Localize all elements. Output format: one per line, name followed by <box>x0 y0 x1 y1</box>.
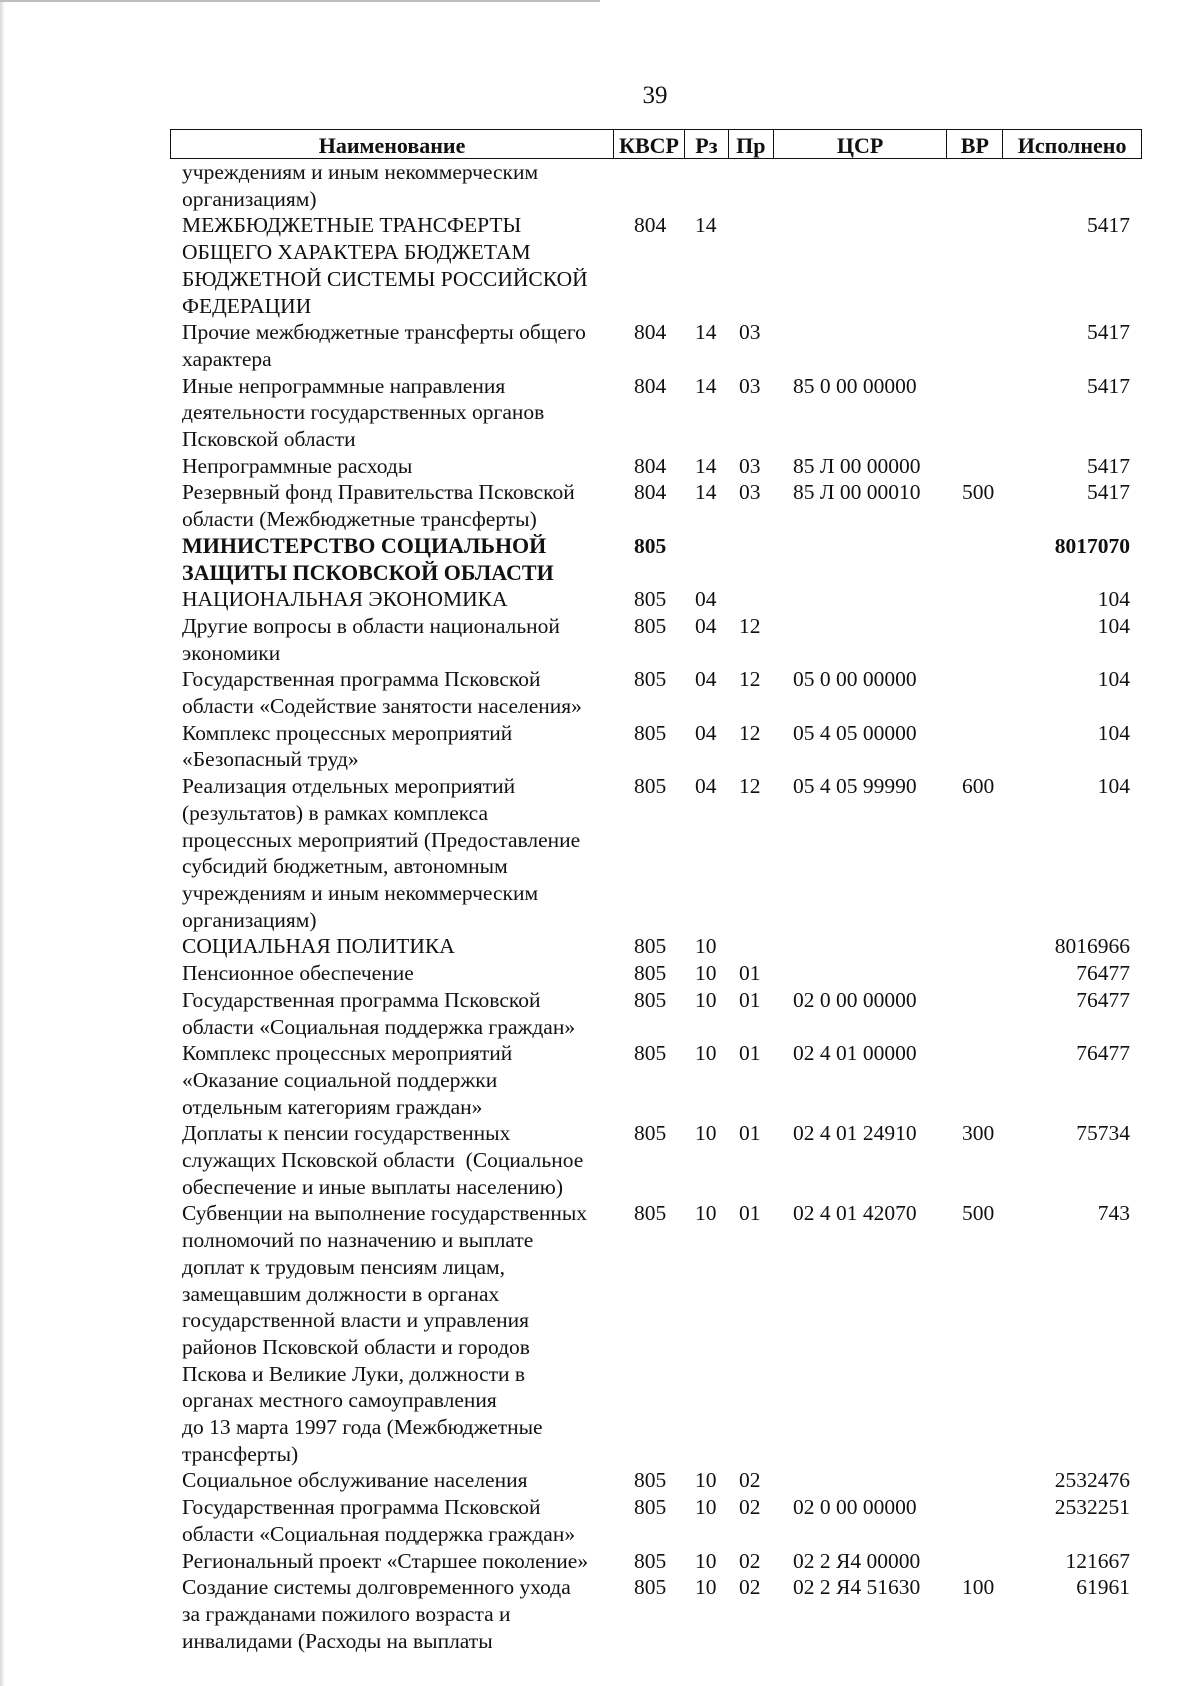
cell-pr <box>729 212 774 319</box>
cell-vr: 500 <box>962 480 995 505</box>
cell-pr: 12 <box>739 720 761 745</box>
cell-rz: 10 <box>695 1041 717 1066</box>
cell-executed: 104 <box>1097 613 1130 638</box>
cell-vr <box>948 666 1004 719</box>
cell-pr: 02 <box>739 1548 761 1573</box>
scan-top-line <box>0 0 600 2</box>
cell-vr <box>948 987 1004 1040</box>
cell-vr <box>948 453 1004 480</box>
header-rz: Рз <box>685 130 729 158</box>
table-row <box>170 613 1142 666</box>
cell-vr <box>948 533 1004 586</box>
cell-executed: 76477 <box>1076 987 1130 1012</box>
cell-kvsr: 805 <box>634 1575 667 1600</box>
cell-pr <box>729 933 774 960</box>
table-row <box>170 1494 1142 1547</box>
cell-rz: 04 <box>695 667 717 692</box>
cell-kvsr: 805 <box>634 1495 667 1520</box>
cell-executed: 5417 <box>1087 453 1130 478</box>
cell-name: Государственная программа Псковской области «Социальная поддержка граждан» <box>182 987 576 1039</box>
cell-tsr <box>774 960 948 987</box>
cell-name: Прочие межбюджетные трансферты общего характера <box>182 320 586 371</box>
cell-tsr: 02 0 00 00000 <box>793 987 917 1012</box>
cell-rz: 04 <box>695 774 717 799</box>
cell-name: Региональный проект «Старшее поколение» <box>182 1548 589 1573</box>
cell-tsr: 85 Л 00 00010 <box>793 480 921 505</box>
cell-rz <box>685 533 729 586</box>
cell-rz: 04 <box>695 613 717 638</box>
cell-vr <box>948 319 1004 372</box>
cell-name: Создание системы долговременного ухода за гражданами пожилого возраста и инвалидами (Расходы на выплаты <box>182 1575 571 1653</box>
cell-name: МЕЖБЮДЖЕТНЫЕ ТРАНСФЕРТЫ ОБЩЕГО ХАРАКТЕРА БЮДЖЕТАМ БЮДЖЕТНОЙ СИСТЕМЫ РОССИЙСКОЙ ФЕДЕРАЦИИ <box>182 213 588 318</box>
cell-executed: 2532476 <box>1054 1468 1130 1493</box>
cell-name: Доплаты к пенсии государственных служащих Псковской области (Социальное обеспечение и иные выплаты населению) <box>182 1121 584 1199</box>
cell-kvsr: 805 <box>634 1468 667 1493</box>
cell-name: Государственная программа Псковской области «Содействие занятости населения» <box>182 667 582 719</box>
table-row <box>170 159 1142 212</box>
header-name: Наименование <box>171 130 614 158</box>
cell-vr <box>948 159 1004 212</box>
cell-executed: 2532251 <box>1054 1495 1130 1520</box>
cell-tsr: 85 Л 00 00000 <box>793 453 921 478</box>
cell-executed: 121667 <box>1065 1548 1130 1573</box>
cell-tsr: 02 4 01 24910 <box>793 1121 917 1146</box>
cell-executed: 76477 <box>1076 961 1130 986</box>
cell-rz: 14 <box>695 373 717 398</box>
cell-pr: 02 <box>739 1575 761 1600</box>
cell-vr <box>948 212 1004 319</box>
cell-vr: 100 <box>962 1575 995 1600</box>
cell-name: Комплекс процессных мероприятий «Безопасный труд» <box>182 720 513 772</box>
cell-kvsr: 805 <box>634 533 667 558</box>
cell-rz: 10 <box>695 987 717 1012</box>
cell-name: Другие вопросы в области национальной экономики <box>182 613 560 665</box>
cell-pr: 01 <box>739 1121 761 1146</box>
table-row <box>170 533 1142 586</box>
cell-pr: 01 <box>739 987 761 1012</box>
table-row <box>170 1467 1142 1494</box>
header-tsr: ЦСР <box>774 130 948 158</box>
cell-tsr: 02 4 01 00000 <box>793 1041 917 1066</box>
cell-kvsr: 805 <box>634 1121 667 1146</box>
cell-pr: 02 <box>739 1468 761 1493</box>
table-row <box>170 933 1142 960</box>
cell-tsr: 02 4 01 42070 <box>793 1201 917 1226</box>
cell-rz: 10 <box>695 1468 717 1493</box>
cell-kvsr <box>614 159 685 212</box>
cell-pr <box>729 159 774 212</box>
cell-rz: 14 <box>695 453 717 478</box>
cell-kvsr: 805 <box>634 774 667 799</box>
cell-tsr: 02 0 00 00000 <box>793 1495 917 1520</box>
cell-name: Государственная программа Псковской области «Социальная поддержка граждан» <box>182 1495 576 1546</box>
cell-kvsr: 805 <box>634 1041 667 1066</box>
table-row <box>170 720 1142 773</box>
cell-tsr: 85 0 00 00000 <box>793 373 917 398</box>
cell-pr: 03 <box>739 373 761 398</box>
cell-rz: 10 <box>695 1121 717 1146</box>
table-header <box>170 129 1142 159</box>
table-row <box>170 960 1142 987</box>
table-row <box>170 1548 1142 1575</box>
table-row <box>170 319 1142 372</box>
cell-executed: 5417 <box>1087 373 1130 398</box>
cell-rz: 14 <box>695 480 717 505</box>
cell-vr: 300 <box>962 1121 995 1146</box>
cell-vr <box>948 373 1004 453</box>
cell-kvsr: 804 <box>634 453 667 478</box>
cell-tsr: 05 0 00 00000 <box>793 667 917 692</box>
cell-vr <box>948 720 1004 773</box>
table-row <box>170 586 1142 613</box>
cell-rz: 10 <box>695 1201 717 1226</box>
cell-executed <box>1004 159 1142 212</box>
table-body <box>170 159 1142 1654</box>
cell-kvsr: 805 <box>634 961 667 986</box>
cell-kvsr: 804 <box>634 320 667 345</box>
cell-vr <box>948 1467 1004 1494</box>
table-row <box>170 373 1142 453</box>
cell-tsr: 05 4 05 99990 <box>793 774 917 799</box>
cell-executed: 5417 <box>1087 320 1130 345</box>
cell-rz: 10 <box>695 961 717 986</box>
scan-edge <box>0 0 5 1686</box>
cell-pr: 12 <box>739 613 761 638</box>
cell-kvsr: 805 <box>634 987 667 1012</box>
cell-vr <box>948 1040 1004 1120</box>
cell-rz: 10 <box>695 1495 717 1520</box>
table-row <box>170 1120 1142 1200</box>
cell-tsr: 02 2 Я4 51630 <box>793 1575 921 1600</box>
cell-rz: 10 <box>695 1548 717 1573</box>
cell-name: Социальное обслуживание населения <box>182 1468 528 1493</box>
cell-vr: 600 <box>962 774 995 799</box>
cell-name: Иные непрограммные направления деятельности государственных органов Псковской области <box>182 373 545 452</box>
cell-kvsr: 805 <box>634 667 667 692</box>
cell-name: Пенсионное обеспечение <box>182 961 414 986</box>
cell-name: учреждениям и иным некоммерческим организациям) <box>182 160 539 211</box>
cell-tsr <box>774 533 948 586</box>
cell-name: Комплекс процессных мероприятий «Оказание социальной поддержки отдельным категориям граждан» <box>182 1041 513 1119</box>
cell-executed: 104 <box>1097 587 1130 612</box>
cell-executed: 5417 <box>1087 213 1130 238</box>
table-row <box>170 212 1142 319</box>
cell-kvsr: 804 <box>634 480 667 505</box>
cell-kvsr: 805 <box>634 1548 667 1573</box>
cell-executed: 743 <box>1097 1201 1130 1226</box>
table-row <box>170 1200 1142 1467</box>
cell-vr <box>948 586 1004 613</box>
cell-rz: 14 <box>695 320 717 345</box>
cell-rz <box>685 159 729 212</box>
table-row <box>170 773 1142 933</box>
cell-vr <box>948 960 1004 987</box>
cell-vr <box>948 1494 1004 1547</box>
cell-vr <box>948 933 1004 960</box>
cell-pr: 02 <box>739 1495 761 1520</box>
header-kvsr: КВСР <box>614 130 685 158</box>
cell-tsr <box>774 159 948 212</box>
cell-kvsr: 805 <box>634 720 667 745</box>
cell-executed: 8017070 <box>1054 533 1130 558</box>
cell-rz: 10 <box>695 934 717 959</box>
cell-tsr: 05 4 05 00000 <box>793 720 917 745</box>
cell-executed: 104 <box>1097 774 1130 799</box>
table-row <box>170 1040 1142 1120</box>
cell-executed: 5417 <box>1087 480 1130 505</box>
cell-pr: 01 <box>739 1041 761 1066</box>
cell-kvsr: 804 <box>634 213 667 238</box>
budget-table <box>170 129 1142 1654</box>
cell-rz: 04 <box>695 720 717 745</box>
cell-name: Субвенции на выполнение государственных полномочий по назначению и выплате доплат к трудовым пенсиям лицам, замещавшим должности в органах государственной власти и управления районов Псковской области и городов Пскова и Великие Луки, должности в органах местного самоуправления до 13 марта 1997 года (Межбюджетные трансферты) <box>182 1201 588 1466</box>
cell-pr: 12 <box>739 774 761 799</box>
cell-tsr <box>774 319 948 372</box>
cell-name: Непрограммные расходы <box>182 453 413 478</box>
cell-name: Реализация отдельных мероприятий (результатов) в рамках комплекса процессных мероприятий (Предоставление субсидий бюджетным, автономным учреждениям и иным некоммерческим организациям) <box>182 774 581 932</box>
cell-executed: 76477 <box>1076 1041 1130 1066</box>
cell-tsr <box>774 933 948 960</box>
cell-kvsr: 805 <box>634 934 667 959</box>
cell-kvsr: 805 <box>634 1201 667 1226</box>
cell-name: СОЦИАЛЬНАЯ ПОЛИТИКА <box>182 934 455 959</box>
cell-pr <box>729 533 774 586</box>
table-row <box>170 987 1142 1040</box>
cell-pr: 01 <box>739 1201 761 1226</box>
cell-rz: 04 <box>695 587 717 612</box>
cell-tsr <box>774 613 948 666</box>
header-vr: ВР <box>947 130 1003 158</box>
cell-kvsr: 805 <box>634 613 667 638</box>
cell-tsr <box>774 586 948 613</box>
cell-executed: 61961 <box>1076 1575 1130 1600</box>
cell-vr: 500 <box>962 1201 995 1226</box>
header-executed: Исполнено <box>1017 133 1127 158</box>
cell-kvsr: 805 <box>634 587 667 612</box>
cell-rz: 10 <box>695 1575 717 1600</box>
cell-executed: 104 <box>1097 720 1130 745</box>
cell-executed: 8016966 <box>1054 934 1130 959</box>
cell-kvsr: 804 <box>634 373 667 398</box>
cell-tsr: 02 2 Я4 00000 <box>793 1548 921 1573</box>
page-number: 39 <box>642 82 668 109</box>
cell-executed: 104 <box>1097 667 1130 692</box>
table-row <box>170 453 1142 480</box>
header-pr: Пр <box>729 130 774 158</box>
cell-pr: 03 <box>739 320 761 345</box>
cell-vr <box>948 613 1004 666</box>
cell-executed: 75734 <box>1076 1121 1130 1146</box>
table-row <box>170 1574 1142 1654</box>
cell-vr <box>948 1548 1004 1575</box>
cell-name: Резервный фонд Правительства Псковской области (Межбюджетные трансферты) <box>182 480 575 532</box>
cell-name: НАЦИОНАЛЬНАЯ ЭКОНОМИКА <box>182 587 508 612</box>
cell-pr: 12 <box>739 667 761 692</box>
cell-pr <box>729 586 774 613</box>
cell-tsr <box>774 212 948 319</box>
cell-name: МИНИСТЕРСТВО СОЦИАЛЬНОЙ ЗАЩИТЫ ПСКОВСКОЙ ОБЛАСТИ <box>182 532 554 585</box>
cell-pr: 03 <box>739 453 761 478</box>
cell-pr: 03 <box>739 480 761 505</box>
cell-rz: 14 <box>695 213 717 238</box>
table-row <box>170 666 1142 719</box>
cell-tsr <box>774 1467 948 1494</box>
cell-pr: 01 <box>739 961 761 986</box>
table-row <box>170 479 1142 532</box>
